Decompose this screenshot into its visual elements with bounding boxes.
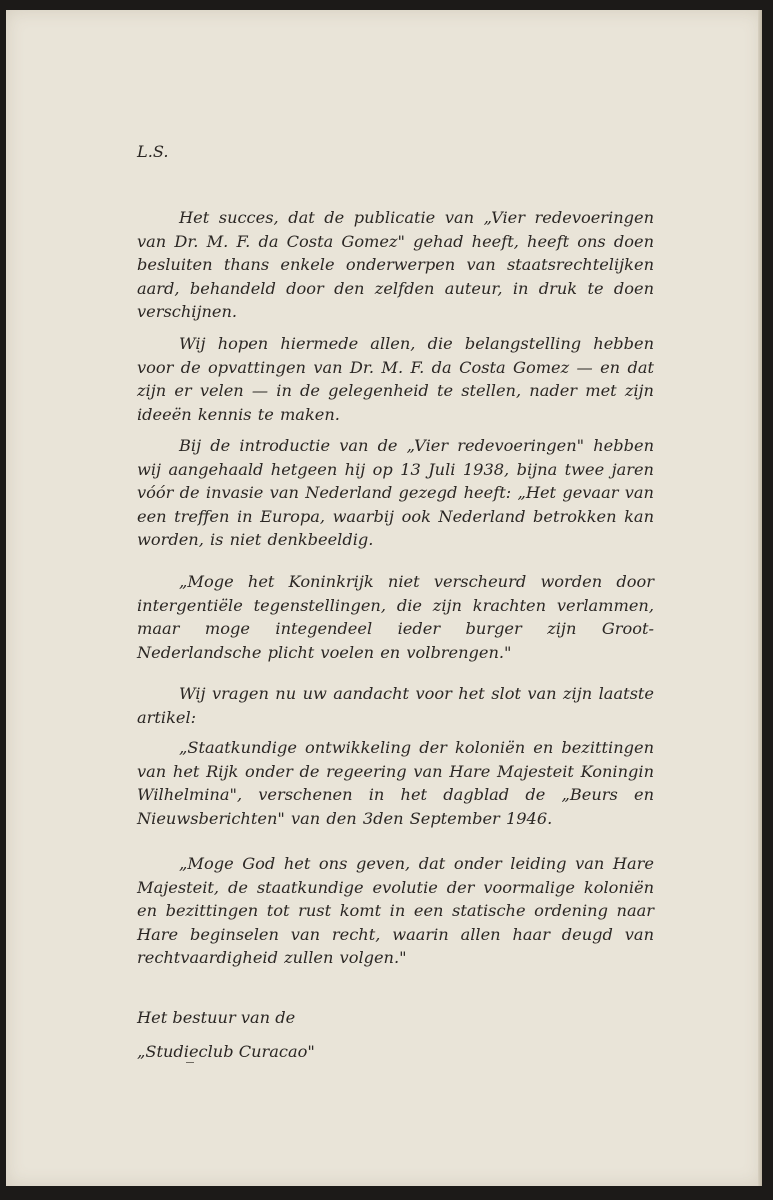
- print-speck: [186, 1062, 194, 1063]
- paragraph-2: Wij hopen hiermede allen, die belangstelling hebben voor de opvattingen van Dr. M. F. da Costa Gomez — en dat zijn er velen — in de gelegenheid te stellen, nader met zijn ideeën kennis te maken.: [137, 334, 654, 424]
- paragraph-3: Bij de introductie van de „Vier redevoeringen" hebben wij aangehaald hetgeen hij op 13 Juli 1938, bijna twee jaren vóór de invasie van Nederland gezegd heeft: „Het gevaar van een treffen in Europa, waarbij ook Nederland betrokken kan worden, is niet denkbeeldig.: [137, 436, 654, 549]
- signature-line-2: „Studieclub Curacao": [137, 1042, 315, 1061]
- page-edge: [758, 10, 762, 1186]
- signature-line-1: Het bestuur van de: [137, 1008, 296, 1027]
- paragraph-7: „Moge God het ons geven, dat onder leiding van Hare Majesteit, de staatkundige evolutie der voormalige koloniën en bezittingen tot rust komt in een statische ordening naar Hare beginselen van recht, waarin allen haar deugd van rechtvaardigheid zullen volgen.": [137, 854, 654, 967]
- paragraph-6: „Staatkundige ontwikkeling der koloniën en bezittingen van het Rijk onder de regeering van Hare Majesteit Koningin Wilhelmina", verschenen in het dagblad de „Beurs en Nieuwsberichten" van den 3den September 1946.: [137, 738, 654, 828]
- paragraph-4: „Moge het Koninkrijk niet verscheurd worden door intergentiële tegenstellingen, die zijn krachten verlammen, maar moge integendeel ieder burger zijn Groot-Nederlandsche plicht voelen en volbrengen.": [137, 572, 654, 662]
- salutation: L.S.: [137, 142, 169, 161]
- document-page: [6, 10, 762, 1186]
- paragraph-5: Wij vragen nu uw aandacht voor het slot van zijn laatste artikel:: [137, 684, 654, 727]
- paragraph-1: Het succes, dat de publicatie van „Vier redevoeringen van Dr. M. F. da Costa Gomez" gehad heeft, heeft ons doen besluiten thans enkele onderwerpen van staatsrechtelijken aard, behandeld door den zelfden auteur, in druk te doen verschijnen.: [137, 208, 654, 321]
